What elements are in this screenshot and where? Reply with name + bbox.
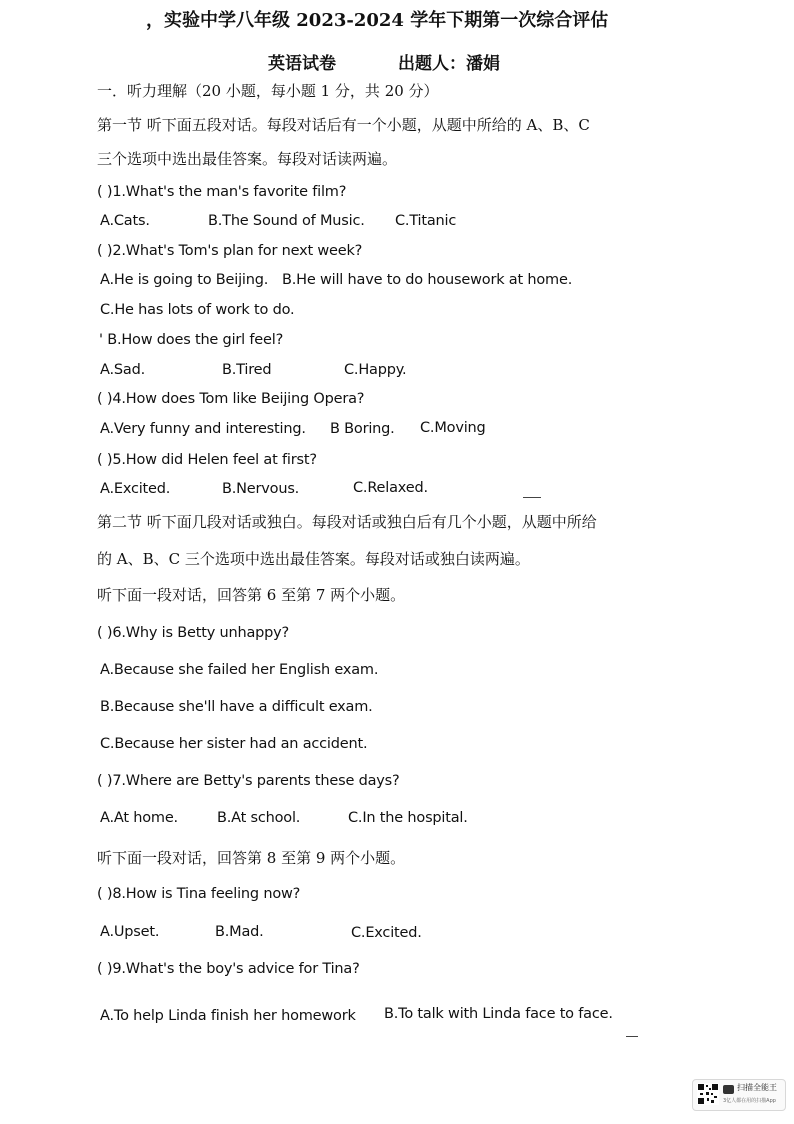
scan-mark (626, 1036, 638, 1037)
question-stem: ' B.How does the girl feel? (99, 332, 284, 348)
option-a: A.Sad. (100, 362, 145, 378)
scanner-watermark (692, 1079, 786, 1111)
option-b: B.To talk with Linda face to face. (384, 1006, 613, 1022)
question-stem: ( )2.What's Tom's plan for next week? (97, 243, 363, 259)
exam-author: 出题人：潘娟 (398, 54, 500, 74)
option-b: B.Tired (222, 362, 272, 378)
option-a: A.Upset. (100, 924, 160, 940)
option-c: C.In the hospital. (348, 810, 468, 826)
question-stem: ( )9.What's the boy's advice for Tina? (97, 961, 360, 977)
option-b: B.He will have to do housework at home. (282, 272, 573, 288)
exam-subject: 英语试卷 (268, 54, 336, 74)
option-a: A.Very funny and interesting. (100, 421, 306, 437)
part1-heading: 一．听力理解（20 小题，每小题 1 分，共 20 分） (97, 82, 439, 100)
option-b: B Boring. (330, 421, 395, 437)
option-c: C.Moving (420, 420, 486, 436)
dialogue-lead-6-7: 听下面一段对话，回答第 6 至第 7 两个小题。 (97, 586, 406, 604)
exam-title: ，实验中学八年级 2023-2024 学年下期第一次综合评估 (146, 10, 609, 31)
option-c: C.He has lots of work to do. (100, 302, 295, 318)
option-a: A.Excited. (100, 481, 171, 497)
question-stem: ( )7.Where are Betty's parents these days? (97, 773, 400, 789)
option-c: C.Because her sister had an accident. (100, 736, 368, 752)
option-b: B.Nervous. (222, 481, 300, 497)
option-b: B.At school. (217, 810, 301, 826)
scanner-app-icon (723, 1085, 734, 1094)
option-a: A.He is going to Beijing. (100, 272, 269, 288)
option-c: C.Titanic (395, 213, 457, 229)
option-a: A.Cats. (100, 213, 150, 229)
question-stem: ( )6.Why is Betty unhappy? (97, 625, 290, 641)
section2-instruction-line1: 第二节 听下面几段对话或独白。每段对话或独白后有几个小题，从题中所给 (97, 513, 597, 531)
scanner-app-tagline: 3亿人都在用的扫描App (723, 1098, 776, 1104)
question-stem: ( )4.How does Tom like Beijing Opera? (97, 391, 365, 407)
question-stem: ( )1.What's the man's favorite film? (97, 184, 347, 200)
scanner-app-name: 扫描全能王 (737, 1083, 777, 1092)
option-b: B.The Sound of Music. (208, 213, 365, 229)
option-a: A.At home. (100, 810, 178, 826)
dialogue-lead-8-9: 听下面一段对话，回答第 8 至第 9 两个小题。 (97, 849, 406, 867)
scan-mark (523, 497, 541, 498)
option-c: C.Relaxed. (353, 480, 428, 496)
qr-code-icon (697, 1083, 719, 1105)
question-stem: ( )5.How did Helen feel at first? (97, 452, 317, 468)
question-stem: ( )8.How is Tina feeling now? (97, 886, 301, 902)
section1-instruction-line2: 三个选项中选出最佳答案。每段对话读两遍。 (97, 150, 398, 168)
option-c: C.Excited. (351, 925, 422, 941)
option-a: A.To help Linda finish her homework (100, 1008, 356, 1024)
option-c: C.Happy. (344, 362, 407, 378)
section1-instruction-line1: 第一节 听下面五段对话。每段对话后有一个小题，从题中所给的 A、B、C (97, 116, 590, 134)
option-a: A.Because she failed her English exam. (100, 662, 379, 678)
option-b: B.Mad. (215, 924, 264, 940)
option-b: B.Because she'll have a difficult exam. (100, 699, 373, 715)
section2-instruction-line2: 的 A、B、C 三个选项中选出最佳答案。每段对话或独白读两遍。 (97, 550, 530, 568)
